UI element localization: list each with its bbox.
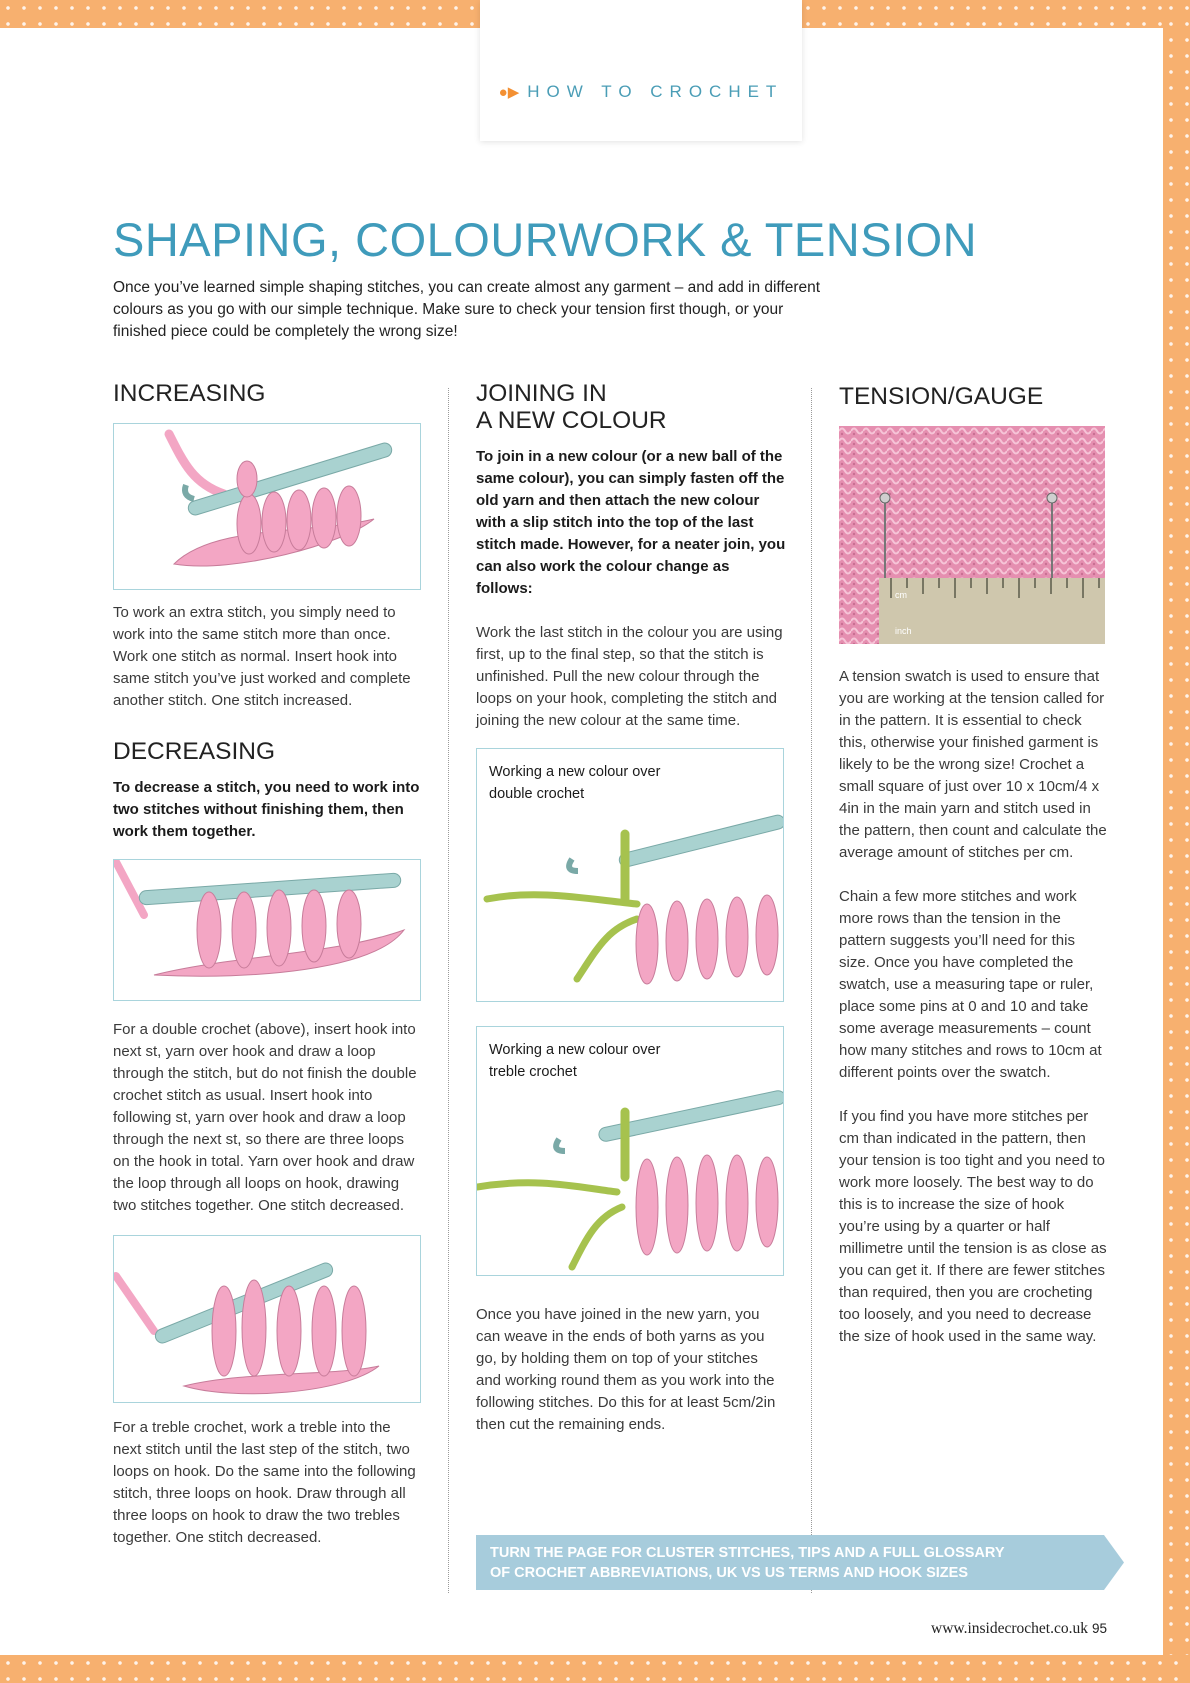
joining-heading xyxy=(476,380,786,434)
decreasing-double-text: For a double crochet (above), insert hook into next st, yarn over hook and draw a loop through the stitch, but do not finish the double crochet stitch as usual. Insert hook into following st, yarn over hook and draw a loop through the next st, so there are three loops on the hook in total. Yarn over hook and draw the loop through all loops on hook, drawing two stitches together. One stitch decreased. xyxy=(113,1021,417,1214)
joining-double-illustration xyxy=(476,748,784,1002)
joining-closing-text: Once you have joined in the new yarn, you can weave in the ends of both yarns as you go, by holding them on top of your stitches and working round them as you work into the following stitches. Do this for at least 5cm/2in then cut the remaining ends. xyxy=(476,1306,776,1433)
tension-para-2: Chain a few more stitches and work more rows than the tension in the pattern suggests you’ll need for this size. Once you have completed the swatch, use a measuring tape or ruler, place some pins at 0 and 10 and take some average measurements – count how many stitches and rows to 10cm at different points over the swatch. xyxy=(839,888,1102,1081)
caption-line: double crochet xyxy=(489,786,585,802)
crochet-decrease-treble-image xyxy=(114,1236,420,1402)
decreasing-lead: To decrease a stitch, you need to work into two stitches without finishing them, then work them together. xyxy=(113,779,420,840)
banner-line1: TURN THE PAGE FOR CLUSTER STITCHES, TIPS AND A FULL GLOSSARY xyxy=(490,1545,1005,1561)
increasing-text: To work an extra stitch, you simply need to work into the same stitch more than once. Work one stitch as normal. Insert hook into same stitch you’ve just worked and complete another stitch. One stitch increased. xyxy=(113,604,411,709)
increasing-illustration xyxy=(113,423,421,590)
joining-double-caption xyxy=(489,761,660,805)
page-number: 95 xyxy=(1091,1621,1107,1636)
joining-treble-caption xyxy=(489,1039,660,1083)
banner-line2: OF CROCHET ABBREVIATIONS, UK VS US TERMS AND HOOK SIZES xyxy=(490,1565,968,1581)
page-border-bottom xyxy=(0,1655,1190,1683)
decreasing-treble-text: For a treble crochet, work a treble into the next stitch until the last step of the stitch, two loops on hook. Do the same into the following stitch, three loops on hook. Draw through all three loops on hook to draw the two trebles together. One stitch decreased. xyxy=(113,1419,416,1546)
joining-treble-illustration xyxy=(476,1026,784,1276)
ruler-cm-label: cm xyxy=(895,590,907,600)
increasing-heading: INCREASING xyxy=(113,380,266,407)
column-divider xyxy=(448,388,449,1593)
column-divider xyxy=(811,388,812,1593)
column-increasing-decreasing xyxy=(113,380,421,1549)
tension-para-3: If you find you have more stitches per cm than indicated in the pattern, then your tension is too tight and you need to work more loosely. The best way to do this is to increase the size of hook you’re using by a quarter or half millimetre until the tension is as close as you can get it. If there are fewer stitches than required, then you are crocheting too loosely, and you need to decrease the size of hook used in the same way. xyxy=(839,1108,1107,1345)
caption-line: treble crochet xyxy=(489,1064,577,1080)
caption-line: Working a new colour over xyxy=(489,1042,661,1058)
page-border-right xyxy=(1163,0,1190,1683)
footer-url: www.insidecrochet.co.uk xyxy=(931,1620,1088,1637)
decreasing-treble-illustration xyxy=(113,1235,421,1403)
joining-body: Work the last stitch in the colour you are using first, up to the final step, so that the stitch is unfinished. Pull the new colour through the loops on your hook, completing the stitch and joining the new colour at the same time. xyxy=(476,624,783,729)
decreasing-heading: DECREASING xyxy=(113,738,276,765)
tension-para-1: A tension swatch is used to ensure that you are working at the tension called for in the pattern. It is essential to check this, otherwise your finished garment is likely to be the wrong size! Crochet a small square of just over 10 x 10cm/4 x 4in in the main yarn and stitch used in the pattern, then count and calculate the average amount of stitches per cm. xyxy=(839,668,1107,861)
double-arrow-icon: ●▶ xyxy=(498,84,520,101)
crochet-decrease-double-image xyxy=(114,860,420,1000)
page-footer xyxy=(800,1620,1107,1638)
tension-swatch-photo xyxy=(839,426,1105,644)
next-page-banner xyxy=(476,1535,1124,1590)
page-title: SHAPING, COLOURWORK & TENSION xyxy=(113,213,978,266)
section-label-text: HOW TO CROCHET xyxy=(527,82,784,101)
column-joining-colour xyxy=(476,380,786,1436)
intro-paragraph: Once you’ve learned simple shaping stitches, you can create almost any garment – and add in different colours as you go with our simple technique. Make sure to check your tension first though, or your finished piece could be completely the wrong size! xyxy=(113,279,821,340)
joining-heading-line2: A NEW COLOUR xyxy=(476,407,667,434)
joining-heading-line1: JOINING IN xyxy=(476,380,607,407)
banner-text xyxy=(490,1543,1090,1583)
wavy-edge xyxy=(480,121,802,141)
section-tab xyxy=(480,0,802,140)
decreasing-double-illustration xyxy=(113,859,421,1001)
swatch-ruler-image xyxy=(839,426,1105,644)
joining-lead: To join in a new colour (or a new ball of the same colour), you can simply fasten off the old yarn and then attach the new colour with a slip stitch into the top of the last stitch made. However, for a neater join, you can also work the colour change as follows: xyxy=(476,448,786,597)
tension-heading: TENSION/GAUGE xyxy=(839,383,1044,410)
caption-line: Working a new colour over xyxy=(489,764,661,780)
crochet-increase-image xyxy=(114,424,420,589)
ruler-inch-label: inch xyxy=(895,626,912,636)
column-tension xyxy=(839,380,1107,1348)
section-label xyxy=(480,82,802,102)
